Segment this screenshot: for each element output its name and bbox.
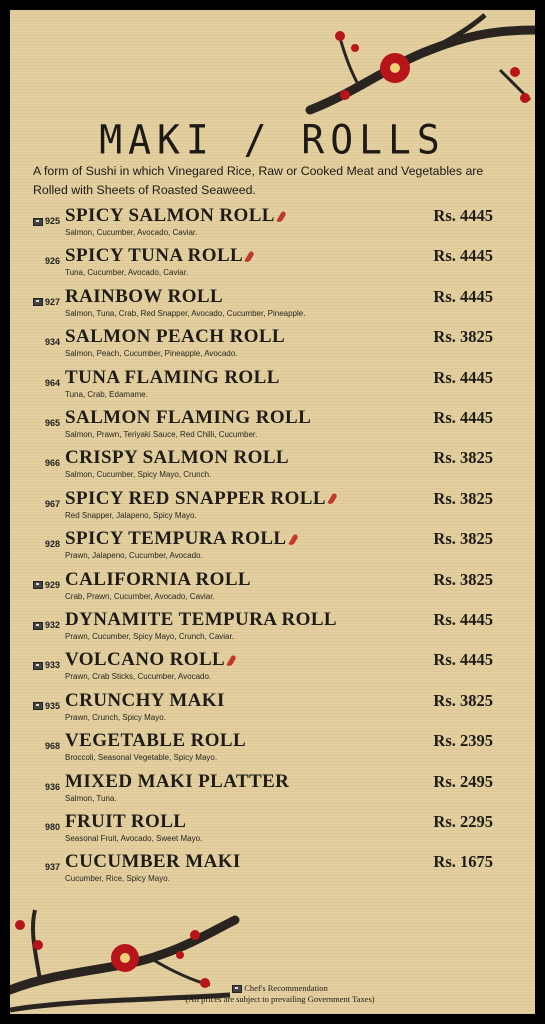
- item-number: 966: [44, 458, 60, 469]
- menu-item: [10, 770, 535, 814]
- item-number: 968: [44, 741, 60, 752]
- item-price: Rs. 2495: [433, 771, 493, 791]
- item-name: VOLCANO ROLL: [65, 649, 234, 671]
- menu-item: [10, 366, 535, 410]
- item-price: Rs. 4445: [433, 246, 493, 266]
- item-description: Salmon, Peach, Cucumber, Pineapple, Avocado.: [65, 349, 238, 359]
- chef-hat-icon: [33, 662, 43, 670]
- chili-icon: [288, 533, 298, 546]
- item-description: Prawn, Crunch, Spicy Mayo.: [65, 712, 166, 722]
- item-name: CRISPY SALMON ROLL: [65, 447, 289, 469]
- item-price: Rs. 4445: [433, 206, 493, 225]
- item-name: VEGETABLE ROLL: [65, 730, 247, 752]
- item-description: Salmon, Prawn, Teriyaki Sauce, Red Chilli, Cucumber.: [65, 430, 258, 439]
- item-name: CRUNCHY MAKI: [65, 689, 225, 711]
- menu-page: [10, 10, 535, 1014]
- menu-item: [10, 609, 535, 652]
- item-number: 927: [20, 297, 60, 307]
- page-title: MAKI / ROLLS: [99, 116, 446, 164]
- chef-hat-icon: [33, 622, 43, 630]
- item-name: CUCUMBER MAKI: [65, 851, 241, 873]
- item-name: MIXED MAKI PLATTER: [65, 770, 290, 792]
- chef-hat-icon: [232, 985, 242, 993]
- item-name: SALMON PEACH ROLL: [65, 326, 286, 348]
- item-description: Tuna, Cucumber, Avocado, Caviar.: [65, 268, 189, 278]
- item-price: Rs. 4445: [433, 650, 493, 670]
- item-number: 980: [44, 822, 60, 832]
- menu-item: [10, 568, 535, 612]
- menu-item: [10, 285, 535, 329]
- item-description: Cucumber, Rice, Spicy Mayo.: [65, 874, 170, 884]
- menu-item: [10, 851, 535, 894]
- chef-hat-icon: [33, 581, 43, 589]
- item-name: SPICY SALMON ROLL: [65, 205, 284, 227]
- menu-item: [10, 487, 535, 531]
- item-number: 928: [44, 539, 60, 550]
- intro-text: A form of Sushi in which Vinegared Rice, Raw or Cooked Meat and Vegetables are Rolled with Sheets of Roasted Seaweed.: [33, 164, 484, 197]
- item-price: Rs. 4445: [433, 286, 493, 306]
- chili-icon: [276, 210, 286, 223]
- menu-item: [10, 407, 535, 450]
- item-number: 925: [20, 216, 60, 226]
- item-price: Rs. 3825: [433, 569, 493, 589]
- chili-icon: [226, 655, 236, 668]
- item-number: 932: [20, 620, 60, 630]
- chef-hat-icon: [33, 218, 43, 226]
- item-price: Rs. 4445: [433, 367, 493, 387]
- item-price: Rs. 3825: [433, 690, 493, 710]
- cherry-blossom-branch-top: [300, 10, 535, 120]
- chef-hat-icon: [33, 298, 43, 306]
- item-number: 937: [44, 862, 60, 873]
- chef-recommendation-legend: Chef's Recommendation: [160, 983, 400, 994]
- item-description: Seasonal Fruit, Avocado, Sweet Mayo.: [65, 834, 203, 843]
- item-description: Prawn, Jalapeno, Cucumber, Avocado.: [65, 551, 203, 561]
- item-description: Broccoli, Seasonal Vegetable, Spicy Mayo.: [65, 753, 218, 763]
- item-description: Salmon, Cucumber, Spicy Mayo, Crunch.: [65, 470, 212, 480]
- item-name: SALMON FLAMING ROLL: [65, 407, 312, 428]
- menu-item: [10, 649, 535, 692]
- item-number: 965: [44, 418, 60, 428]
- chef-hat-icon: [33, 702, 43, 710]
- item-description: Salmon, Tuna, Crab, Red Snapper, Avocado, Cucumber, Pineapple.: [65, 308, 306, 318]
- item-description: Crab, Prawn, Cucumber, Avocado, Caviar.: [65, 591, 215, 601]
- item-description: Prawn, Cucumber, Spicy Mayo, Crunch, Caviar.: [65, 632, 234, 641]
- item-name: DYNAMITE TEMPURA ROLL: [65, 609, 337, 630]
- chili-icon: [244, 251, 254, 264]
- item-name: SPICY TEMPURA ROLL: [65, 528, 296, 550]
- item-name: SPICY RED SNAPPER ROLL: [65, 488, 335, 510]
- item-name: TUNA FLAMING ROLL: [65, 366, 280, 388]
- item-name: CALIFORNIA ROLL: [65, 568, 251, 590]
- item-price: Rs. 1675: [433, 852, 493, 872]
- menu-item: [10, 528, 535, 571]
- item-name: RAINBOW ROLL: [65, 285, 224, 307]
- item-price: Rs. 4445: [433, 610, 493, 629]
- item-description: Red Snapper, Jalapeno, Spicy Mayo.: [65, 510, 197, 520]
- tax-note: (All prices are subject to prevailing Government Taxes): [185, 994, 375, 1004]
- menu-item: [10, 245, 535, 288]
- menu-item: [10, 447, 535, 490]
- item-description: Prawn, Crab Sticks, Cucumber, Avocado.: [65, 672, 212, 682]
- item-number: 929: [20, 580, 60, 590]
- menu-item: [10, 326, 535, 369]
- menu-item: [10, 205, 535, 248]
- item-description: Salmon, Tuna.: [65, 793, 117, 803]
- item-price: Rs. 3825: [433, 529, 493, 549]
- item-number: 933: [20, 660, 60, 670]
- item-number: 967: [44, 498, 60, 509]
- item-price: Rs. 2295: [433, 812, 493, 831]
- chili-icon: [327, 493, 337, 506]
- item-name: SPICY TUNA ROLL: [65, 245, 252, 267]
- item-name: FRUIT ROLL: [65, 811, 187, 832]
- item-number: 926: [44, 256, 60, 267]
- footer: [160, 983, 400, 1005]
- menu-item: [10, 689, 535, 733]
- item-number: 935: [20, 701, 60, 711]
- item-description: Tuna, Crab, Edamame.: [65, 389, 148, 399]
- menu-item: [10, 730, 535, 773]
- item-number: 936: [44, 781, 60, 792]
- item-price: Rs. 3825: [433, 488, 493, 508]
- menu-item: [10, 811, 535, 854]
- item-number: 934: [44, 337, 60, 348]
- item-price: Rs. 3825: [433, 327, 493, 347]
- item-description: Salmon, Cucumber, Avocado, Caviar.: [65, 228, 198, 237]
- item-price: Rs. 3825: [433, 448, 493, 468]
- item-number: 964: [44, 377, 60, 388]
- item-price: Rs. 4445: [433, 408, 493, 427]
- item-price: Rs. 2395: [433, 731, 493, 751]
